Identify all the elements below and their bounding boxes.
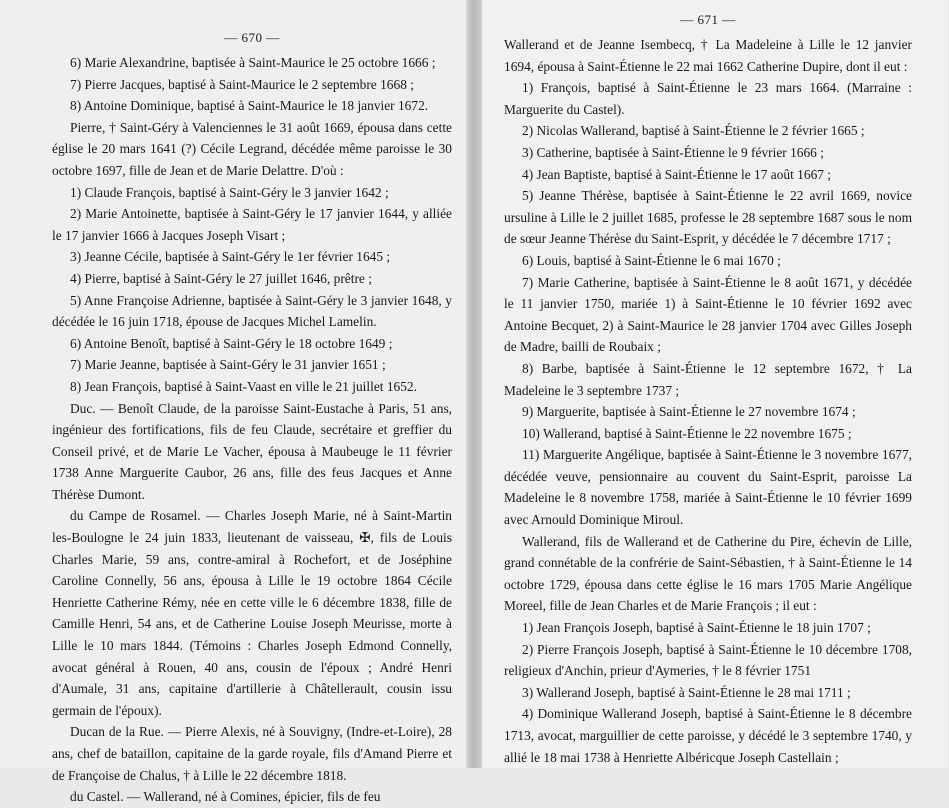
paragraph: 5) Jeanne Thérèse, baptisée à Saint-Étienne le 22 avril 1669, novice ursuline à Lille le 2 juillet 1685, professe le 28 septembre 1687 sous le nom de sœur Jeanne Thérèse du Saint-Esprit, y décédée le 7 décembre 1717 ; [504,188,912,247]
page-number-right: — 671 — [680,12,736,27]
paragraph: 4) Dominique Wallerand Joseph, baptisé à Saint-Étienne le 8 décembre 1713, avocat, marguillier de cette paroisse, y décédé le 3 septembre 1740, y allié le 18 mai 1738 à Henriette Albéricque Joseph Castellain ; [504,706,912,765]
paragraph: Pierre, † Saint-Géry à Valenciennes le 31 août 1669, épousa dans cette église le 20 mars 1641 (?) Cécile Legrand, décédée même paroisse le 30 octobre 1697, fille de Jean et de Marie Delattre. D'où : [52,119,452,178]
paragraph: 7) Pierre Jacques, baptisé à Saint-Maurice le 2 septembre 1668 ; [70,76,414,92]
paragraph: du Campe de Rosamel. — Charles Joseph Marie, né à Saint-Martin les-Boulogne le 24 juin 1833, lieutenant de vaisseau, ✠, fils de Louis Charles Marie, 59 ans, contre-amiral à Rochefort, et de Joséphine Caroline Connelly, 56 ans, épousa à Lille le 19 octobre 1864 Cécile Henriette Catherine Rémy, née en cette ville le 6 décembre 1838, fille de Camille Henri, 54 ans, et de Catherine Louise Joseph Meurisse, morte à Lille le 10 mars 1844. (Témoins : Charles Joseph Edmond Connelly, avocat général à Rouen, 40 ans, cousin de l'époux ; André Henri d'Aumale, 31 ans, capitaine d'artillerie à Châtellerault, cousin issu germain de l'époux). [52,508,452,718]
right-page [474,0,948,768]
paragraph: Duc. — Benoît Claude, de la paroisse Saint-Eustache à Paris, 51 ans, ingénieur des fortifications, fils de feu Claude, secrétaire et greffier du Conseil privé, et de Marie Le Vacher, épousa à Maubeuge le 11 février 1738 Anne Marguerite Caubor, 26 ans, fille des feus Jacques et Anne Thérèse Dumont. [52,400,452,502]
paragraph: 2) Pierre François Joseph, baptisé à Saint-Étienne le 10 décembre 1708, religieux d'Anchin, prieur d'Aymeries, † le 8 février 1751 [504,641,912,679]
paragraph: du Castel. — Wallerand, né à Comines, épicier, fils de feu [70,789,381,805]
paragraph: 10) Wallerand, baptisé à Saint-Étienne le 22 novembre 1675 ; [522,425,852,441]
paragraph: 6) Louis, baptisé à Saint-Étienne le 6 mai 1670 ; [522,252,781,268]
paragraph: Wallerand et de Jeanne Isembecq, † La Madeleine à Lille le 12 janvier 1694, épousa à Saint-Étienne le 22 mai 1662 Catherine Dupire, dont il eut : [504,37,912,74]
paragraph: 3) Jeanne Cécile, baptisée à Saint-Géry le 1er février 1645 ; [70,249,391,265]
right-text [504,34,912,768]
paragraph: 4) Jean Baptiste, baptisé à Saint-Étienne le 17 août 1667 ; [522,166,832,182]
paragraph: 6) Marie Alexandrine, baptisée à Saint-Maurice le 25 octobre 1666 ; [70,55,436,70]
paragraph: Wallerand, fils de Wallerand et de Catherine du Pire, échevin de Lille, grand connétable de la confrérie de Saint-Sébastien, † à Saint-Étienne le 14 octobre 1729, épousa dans cette église le 16 mars 1705 Marie Angélique Moreel, fille de Jean Charles et de Marie François ; il eut : [504,533,912,614]
paragraph: 4) Pierre, baptisé à Saint-Géry le 27 juillet 1646, prêtre ; [70,270,372,286]
left-text [52,52,452,808]
paragraph: 5) Anne Françoise Adrienne, baptisée à Saint-Géry le 3 janvier 1648, y décédée le 16 juin 1718, épouse de Jacques Michel Lamelin. [52,292,452,330]
paragraph: 2) Nicolas Wallerand, baptisé à Saint-Étienne le 2 février 1665 ; [522,123,865,139]
page-number-left: — 670 — [224,30,280,45]
paragraph: 8) Barbe, baptisée à Saint-Étienne le 12 septembre 1672, † La Madeleine le 3 septembre 1737 ; [504,360,912,398]
paragraph: Ducan de la Rue. — Pierre Alexis, né à Souvigny, (Indre-et-Loire), 28 ans, chef de bataillon, capitaine de la garde royale, fils d'Amand Pierre et de Françoise de Chalus, † à Lille le 22 décembre 1818. [52,724,452,783]
paragraph: 3) Catherine, baptisée à Saint-Étienne le 9 février 1666 ; [522,144,824,160]
paragraph: 1) Jean François Joseph, baptisé à Saint-Étienne le 18 juin 1707 ; [522,620,871,636]
paragraph: 1) Claude François, baptisé à Saint-Géry le 3 janvier 1642 ; [70,184,389,200]
paragraph: 9) Marguerite, baptisée à Saint-Étienne le 27 novembre 1674 ; [522,404,856,420]
paragraph: 11) Marguerite Angélique, baptisée à Saint-Étienne le 3 novembre 1677, décédée veuve, pensionnaire au couvent du Saint-Esprit, paroisse La Madeleine le 8 novembre 1758, mariée à Saint-Étienne le 10 février 1699 avec Arnould Dominique Miroul. [504,447,912,528]
paragraph: 6) Antoine Benoît, baptisé à Saint-Géry le 18 octobre 1649 ; [70,335,393,351]
paragraph: 2) Marie Antoinette, baptisée à Saint-Géry le 17 janvier 1644, y alliée le 17 janvier 1666 à Jacques Joseph Visart ; [52,206,452,243]
left-page [0,0,474,805]
paragraph: 3) Wallerand Joseph, baptisé à Saint-Étienne le 28 mai 1711 ; [522,684,851,700]
book-gutter [466,0,482,768]
paragraph: 8) Antoine Dominique, baptisé à Saint-Maurice le 18 janvier 1672. [70,98,429,114]
paragraph: 8) Jean François, baptisé à Saint-Vaast en ville le 21 juillet 1652. [70,378,417,394]
paragraph: 7) Marie Catherine, baptisée à Saint-Étienne le 8 août 1671, y décédée le 11 janvier 1750, mariée 1) à Saint-Étienne le 10 février 1692 avec Antoine Becquet, 2) à Saint-Maurice le 28 janvier 1704 avec Gilles Joseph de Madre, bailli de Roubaix ; [504,274,912,355]
paragraph: 1) François, baptisé à Saint-Étienne le 23 mars 1664. (Marraine : Marguerite du Castel). [504,80,912,117]
paragraph: 7) Marie Jeanne, baptisée à Saint-Géry le 31 janvier 1651 ; [70,357,386,373]
